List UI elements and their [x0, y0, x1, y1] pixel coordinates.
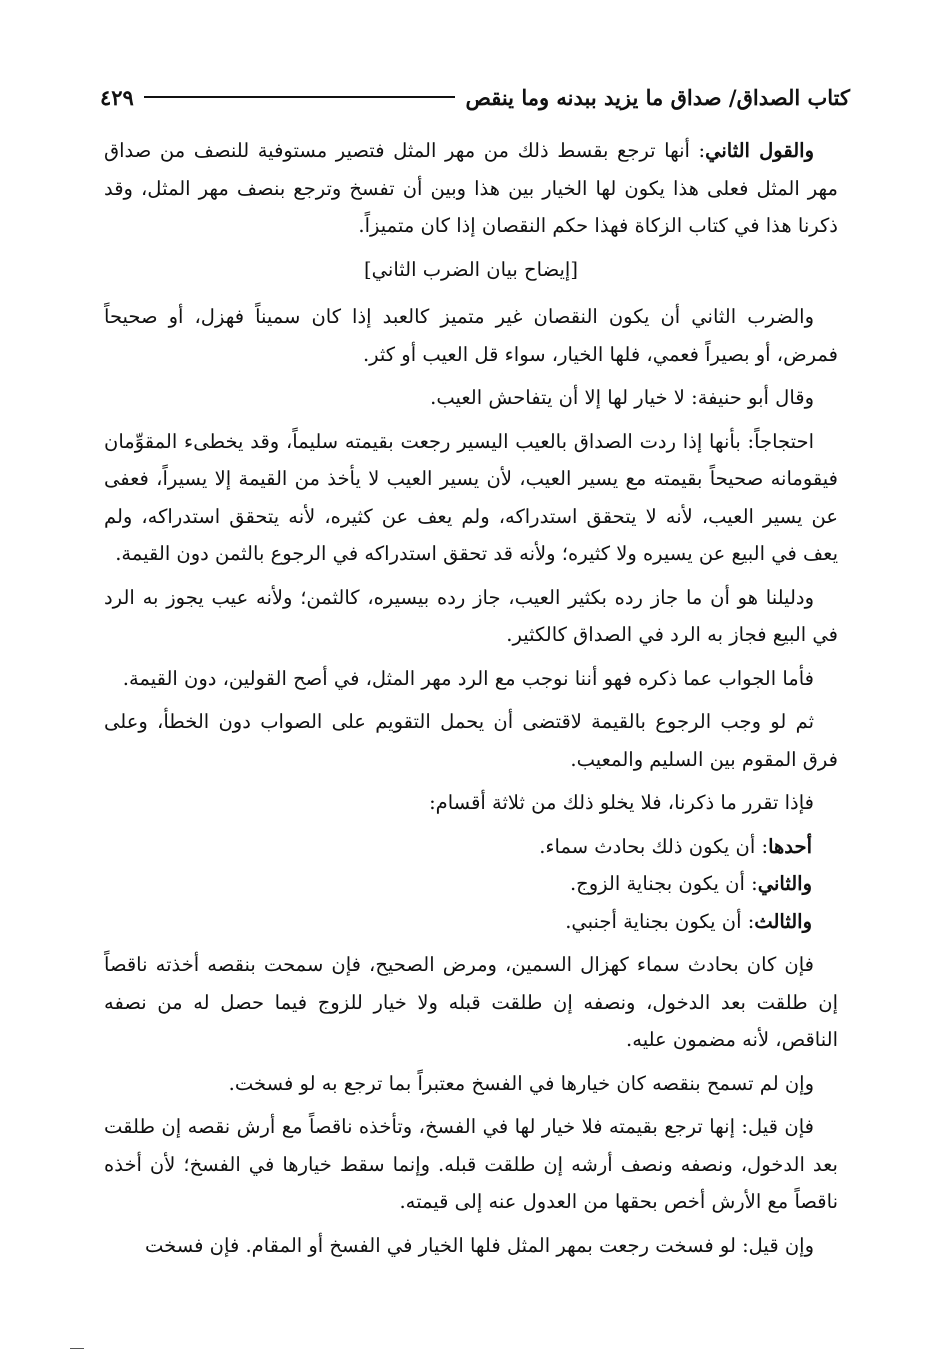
page-number: ٤٢٩ [100, 84, 134, 110]
paragraph [104, 132, 838, 245]
paragraph: فإن قيل: إنها ترجع بقيمته فلا خيار لها في الفسخ، وتأخذه ناقصاً مع أرش نقصه إن طلقت بعد الدخول، ونصفه ونصف أرشه إن طلقت قبله. وإنما سقط خيارها في الفسخ؛ لأن أخذه ناقصاً مع الأرش أخص بحقها من العدول عنه إلى قيمته. [104, 1115, 838, 1213]
list-item [104, 865, 838, 903]
paragraph: فإن كان بحادث سماء كهزال السمين، ومرض الصحيح، فإن سمحت بنقصه أخذته ناقصاً إن طلقت بعد الدخول، ونصفه إن طلقت قبله ولا خيار للزوج فيما حصل له من نصفه الناقص، لأنه مضمون عليه. [104, 953, 838, 1051]
item-text: : أن يكون بجناية أجنبي. [565, 909, 755, 933]
page-body [104, 132, 838, 1270]
chapter-title: كتاب الصداق/ صداق ما يزيد ببدنه وما ينقص [465, 84, 850, 110]
paragraph: فأما الجواب عما ذكره فهو أننا نوجب مع الرد مهر المثل، في أصح القولين، دون القيمة. [122, 666, 814, 690]
paragraph: وقال أبو حنيفة: لا خيار لها إلا أن يتفاحش العيب. [430, 386, 814, 409]
paragraph: وإن لم تسمح بنقصه كان خيارها في الفسخ معتبراً بما ترجع به لو فسخت. [228, 1071, 814, 1095]
item-lead: والثالث [754, 909, 812, 933]
header-rule [144, 96, 456, 98]
paragraph: فإذا تقرر ما ذكرنا، فلا يخلو ذلك من ثلاثة أقسام: [429, 791, 814, 814]
item-text: : أن يكون ذلك بحادث سماء. [539, 834, 769, 858]
item-text: : أن يكون بجناية الزوج. [569, 872, 758, 895]
running-header [100, 82, 850, 112]
section-heading: [إيضاح بيان الضرب الثاني] [364, 257, 578, 281]
paragraph: وإن قيل: لو فسخت رجعت بمهر المثل فلها الخيار في الفسخ أو المقام. فإن فسخت [145, 1233, 814, 1257]
list-item [104, 903, 838, 941]
paragraph-text: : أنها ترجع بقسط ذلك من مهر المثل فتصير مستوفية للنصف من صداق مهر المثل فعلى هذا يكون لها الخيار بين هذا وبين أن تفسخ وترجع بنصف مهر المثل، وقد ذكرنا هذا في كتاب الزكاة فهذا حكم النقصان إذا كان متميزاً. [104, 139, 838, 237]
list-item [104, 828, 838, 866]
item-lead: أحدها [768, 834, 812, 858]
footer-mark [70, 1348, 84, 1349]
item-lead: والثاني [757, 872, 812, 895]
lead-term: والقول الثاني [705, 139, 815, 162]
paragraph: احتجاجاً: بأنها إذا ردت الصداق بالعيب اليسير رجعت بقيمته سليماً، وقد يخطىء المقوِّمان فيقومانه صحيحاً بقيمته مع يسير العيب، لأن يسير العيب لا يأخذ من القيمة إلا يسيراً، فعفى عن يسير العيب، لأنه لا يتحقق استدراكه، ولم يعف عن كثيره، لأنه يتحقق استدراكه، ولم يعف في البيع عن يسيره ولا كثيره؛ ولأنه قد تحقق استدراكه في الرجوع بالثمن دون القيمة. [104, 429, 838, 565]
paragraph: والضرب الثاني أن يكون النقصان غير متميز كالعبد إذا كان سميناً فهزل، أو صحيحاً فمرض، أو بصيراً فعمي، فلها الخيار، سواء قل العيب أو كثر. [104, 305, 838, 366]
paragraph: ثم لو وجب الرجوع بالقيمة لاقتضى أن يحمل التقويم على الصواب دون الخطأ، وعلى فرق المقوم بين السليم والمعيب. [104, 710, 838, 771]
paragraph: ودليلنا هو أن ما جاز رده بكثير العيب، جاز رده بيسيره، كالثمن؛ ولأنه عيب يجوز به الرد في البيع فجاز به الرد في الصداق كالكثير. [104, 585, 838, 646]
